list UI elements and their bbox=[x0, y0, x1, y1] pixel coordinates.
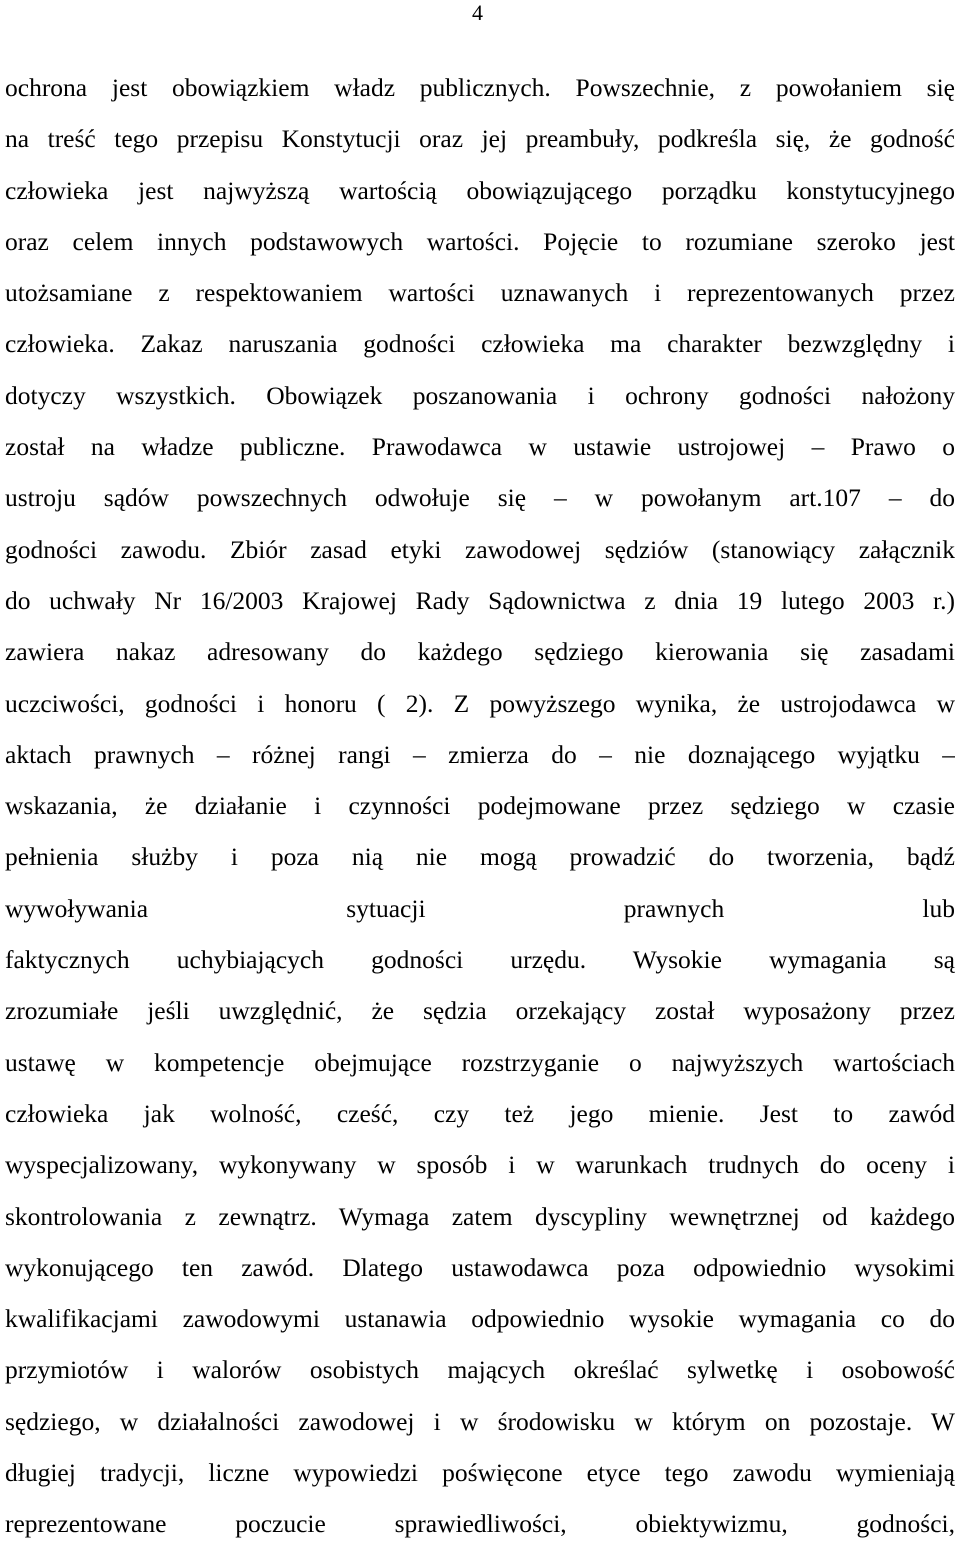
text-line-21: człowieka jak wolność, cześć, czy też jego mienie. Jest to zawód bbox=[5, 1098, 955, 1128]
text-line-11: do uchwały Nr 16/2003 Krajowej Rady Sądownictwa z dnia 19 lutego 2003 r.) bbox=[5, 585, 955, 615]
text-line-14: aktach prawnych – różnej rangi – zmierza do – nie doznającego wyjątku – bbox=[5, 739, 955, 769]
text-line-8: został na władze publiczne. Prawodawca w ustawie ustrojowej – Prawo o bbox=[5, 432, 955, 462]
text-line-25: kwalifikacjami zawodowymi ustanawia odpowiednio wysokie wymagania co do bbox=[5, 1304, 955, 1334]
text-line-13: uczciwości, godności i honoru ( 2). Z powyższego wynika, że ustrojodawca w bbox=[5, 688, 955, 718]
text-line-20: ustawę w kompetencje obejmujące rozstrzyganie o najwyższych wartościach bbox=[5, 1047, 955, 1077]
text-line-18: faktycznych uchybiających godności urzędu. Wysokie wymagania są bbox=[5, 945, 955, 975]
text-line-28: długiej tradycji, liczne wypowiedzi poświęcone etyce tego zawodu wymieniają bbox=[5, 1458, 955, 1488]
text-line-24: wykonującego ten zawód. Dlatego ustawodawca poza odpowiednio wysokimi bbox=[5, 1252, 955, 1282]
text-line-29: reprezentowane poczucie sprawiedliwości, obiektywizmu, godności, bbox=[5, 1509, 955, 1539]
text-line-5: utożsamiane z respektowaniem wartości uznawanych i reprezentowanych przez bbox=[5, 278, 955, 308]
text-line-7: dotyczy wszystkich. Obowiązek poszanowania i ochrony godności nałożony bbox=[5, 380, 955, 410]
text-line-27: sędziego, w działalności zawodowej i w środowisku w którym on pozostaje. W bbox=[5, 1406, 955, 1436]
text-line-2: na treść tego przepisu Konstytucji oraz jej preambuły, podkreśla się, że godność bbox=[5, 124, 955, 154]
text-line-4: oraz celem innych podstawowych wartości. Pojęcie to rozumiane szeroko jest bbox=[5, 226, 955, 256]
text-line-12: zawiera nakaz adresowany do każdego sędziego kierowania się zasadami bbox=[5, 637, 955, 667]
text-line-17: wywoływania sytuacji prawnych lub bbox=[5, 893, 955, 923]
text-line-15: wskazania, że działanie i czynności podejmowane przez sędziego w czasie bbox=[5, 791, 955, 821]
text-line-1: ochrona jest obowiązkiem władz publicznych. Powszechnie, z powołaniem się bbox=[5, 73, 955, 102]
page-number: 4 bbox=[472, 0, 483, 25]
body-paragraph bbox=[5, 62, 955, 1550]
text-line-16: pełnienia służby i poza nią nie mogą prowadzić do tworzenia, bądź bbox=[5, 842, 955, 872]
text-line-3: człowieka jest najwyższą wartością obowiązującego porządku konstytucyjnego bbox=[5, 175, 955, 205]
text-line-23: skontrolowania z zewnątrz. Wymaga zatem dyscypliny wewnętrznej od każdego bbox=[5, 1201, 955, 1231]
text-line-26: przymiotów i walorów osobistych mających określać sylwetkę i osobowość bbox=[5, 1355, 955, 1385]
text-line-10: godności zawodu. Zbiór zasad etyki zawodowej sędziów (stanowiący załącznik bbox=[5, 534, 955, 564]
text-line-6: człowieka. Zakaz naruszania godności człowieka ma charakter bezwzględny i bbox=[5, 329, 955, 359]
text-line-22: wyspecjalizowany, wykonywany w sposób i w warunkach trudnych do oceny i bbox=[5, 1150, 955, 1180]
text-line-9: ustroju sądów powszechnych odwołuje się – w powołanym art.107 – do bbox=[5, 483, 955, 513]
text-line-19: zrozumiałe jeśli uwzględnić, że sędzia orzekający został wyposażony przez bbox=[5, 996, 955, 1026]
